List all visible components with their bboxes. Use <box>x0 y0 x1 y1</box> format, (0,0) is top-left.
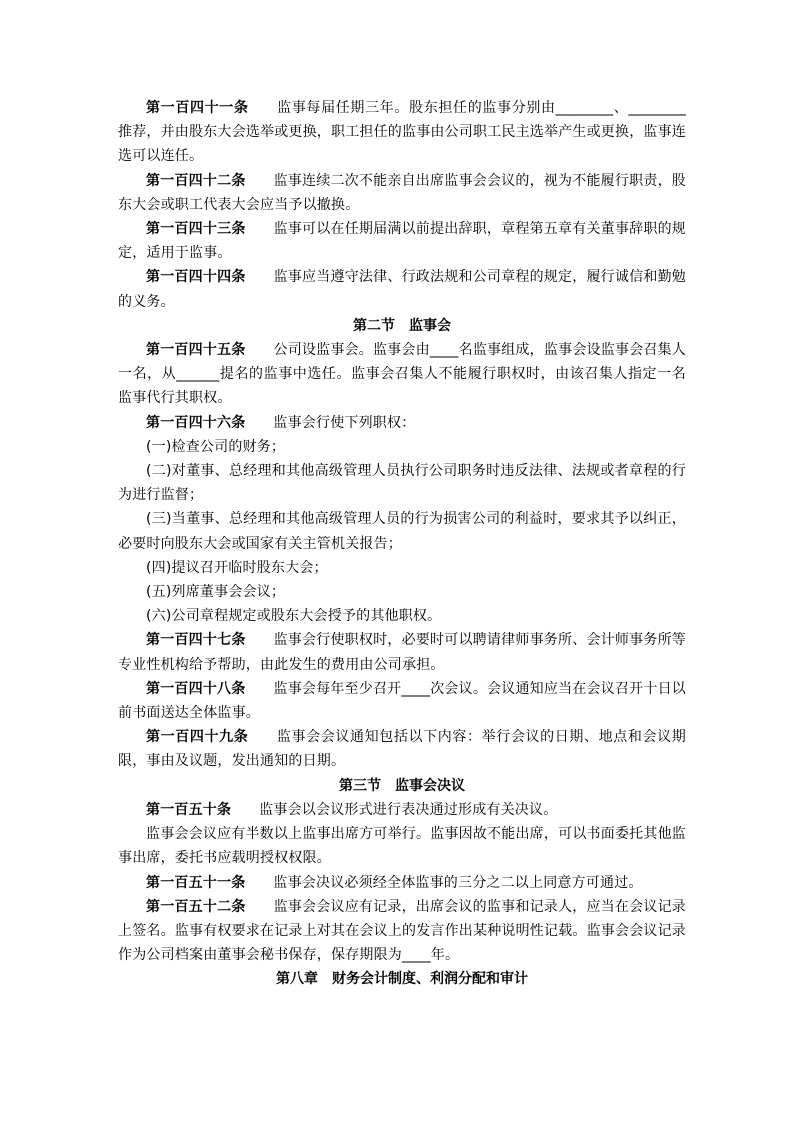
article-text: 监事应当遵守法律、行政法规和公司章程的规定，履行诚信和勤勉的义务。 <box>118 269 686 310</box>
list-item: (六)公司章程规定或股东大会授予的其他职权。 <box>146 608 442 625</box>
article-text: 监事会以会议形式进行表决通过形成有关决议。 <box>259 801 558 818</box>
article-number: 第一百五十二条 <box>146 898 246 915</box>
article-number: 第一百四十七条 <box>146 632 246 649</box>
section-3-heading: 第三节 监事会决议 <box>339 777 465 794</box>
article-145 <box>118 338 686 411</box>
list-item: (四)提议召开临时股东大会； <box>146 559 328 576</box>
article-152 <box>118 895 686 968</box>
article-text: 监事会每年至少召开____次会议。会议通知应当在会议召开十日以前书面送达全体监事。 <box>118 680 686 722</box>
article-number: 第一百四十四条 <box>146 269 246 286</box>
article-149 <box>118 725 686 773</box>
article-text: 监事会行使下列职权： <box>273 414 416 431</box>
article-148 <box>118 677 686 725</box>
article-text: 监事可以在任期届满以前提出辞职，章程第五章有关董事辞职的规定，适用于监事。 <box>118 221 686 262</box>
article-number: 第一百四十六条 <box>146 414 246 431</box>
article-142 <box>118 169 686 217</box>
article-141 <box>118 96 686 169</box>
article-150 <box>118 798 686 822</box>
article-number: 第一百五十一条 <box>146 874 246 891</box>
article-143 <box>118 217 686 265</box>
article-text: 监事每届任期三年。股东担任的监事分别由________、________推荐，并由股东大会选举或更换，职工担任的监事由公司职工民主选举产生或更换，监事连选可以连任。 <box>118 100 686 165</box>
article-147 <box>118 628 686 676</box>
article-number: 第一百四十三条 <box>146 221 246 238</box>
plain-paragraph: 监事会会议应有半数以上监事出席方可举行。监事因故不能出席，可以书面委托其他监事出席，委托书应载明授权权限。 <box>118 826 686 867</box>
article-number: 第一百五十条 <box>146 801 232 818</box>
article-text: 监事会会议通知包括以下内容：举行会议的日期、地点和会议期限，事由及议题，发出通知的日期。 <box>118 729 686 770</box>
article-number: 第一百四十九条 <box>146 729 249 746</box>
article-text: 公司设监事会。监事会由____名监事组成，监事会设监事会召集人一名，从______提名的监事中选任。监事会召集人不能履行职权时，由该召集人指定一名监事代行其职权。 <box>118 342 686 407</box>
list-item: (五)列席董事会会议； <box>146 584 286 601</box>
article-text: 监事连续二次不能亲自出席监事会会议的，视为不能履行职责，股东大会或职工代表大会应当予以撤换。 <box>118 172 686 213</box>
list-item: (三)当董事、总经理和其他高级管理人员的行为损害公司的利益时，要求其予以纠正，必要时向股东大会或国家有关主管机关报告； <box>118 511 686 552</box>
article-number: 第一百四十一条 <box>146 100 249 116</box>
list-item: (一)检查公司的财务； <box>146 438 286 455</box>
document-page <box>118 96 686 992</box>
article-text: 监事会会议应有记录，出席会议的监事和记录人，应当在会议记录上签名。监事有权要求在记录上对其在会议上的发言作出某种说明性记载。监事会会议记录作为公司档案由董事会秘书保存，保存期限为____年。 <box>118 898 686 964</box>
list-item: (二)对董事、总经理和其他高级管理人员执行公司职务时违反法律、法规或者章程的行为进行监督； <box>118 463 686 504</box>
article-number: 第一百四十五条 <box>146 342 246 359</box>
article-number: 第一百四十八条 <box>146 680 246 697</box>
article-146 <box>118 411 686 435</box>
article-151 <box>118 871 686 895</box>
article-text: 监事会决议必须经全体监事的三分之二以上同意方可通过。 <box>273 874 643 891</box>
article-144 <box>118 265 686 313</box>
article-number: 第一百四十二条 <box>146 172 246 189</box>
chapter-8-heading: 第八章 财务会计制度、利润分配和审计 <box>276 971 528 988</box>
section-2-heading: 第二节 监事会 <box>353 317 451 334</box>
article-text: 监事会行使职权时，必要时可以聘请律师事务所、会计师事务所等专业性机构给予帮助，由此发生的费用由公司承担。 <box>118 632 686 673</box>
